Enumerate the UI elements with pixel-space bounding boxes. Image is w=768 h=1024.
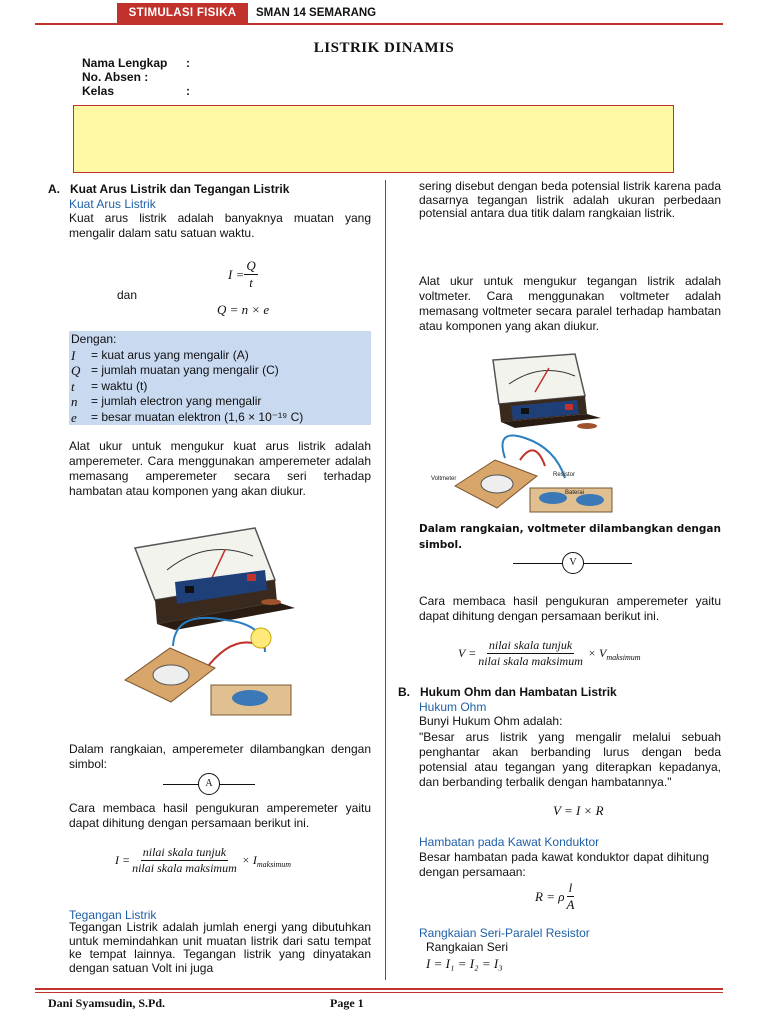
document-title: LISTRIK DINAMIS — [313, 40, 455, 56]
identity-row-name — [82, 56, 190, 70]
fraction-denominator: t — [249, 275, 253, 290]
equation-current — [228, 258, 258, 291]
paragraph: Bunyi Hukum Ohm adalah: — [419, 714, 563, 728]
fraction-numerator: nilai skala tunjuk — [488, 638, 573, 652]
subheading-hukum-ohm: Hukum Ohm — [419, 700, 487, 714]
definition-row — [71, 394, 369, 410]
fraction-denominator: nilai skala maksimum — [132, 861, 237, 875]
equation-voltmeter-reading — [458, 638, 641, 669]
subheading-kuat-arus: Kuat Arus Listrik — [69, 197, 156, 211]
column-divider — [385, 180, 386, 980]
definition-symbol: t — [71, 378, 75, 394]
paragraph: Cara membaca hasil pengukuran amperemeter yaitu dapat dihitung dengan persamaan berikut ini. — [419, 594, 721, 623]
subheading-rangkaian: Rangkaian Seri-Paralel Resistor — [419, 926, 590, 940]
equation-subscript: maksimum — [606, 653, 641, 662]
definition-symbol: e — [71, 409, 77, 425]
equation-rhs: × I — [241, 853, 257, 867]
footer-page-number: Page 1 — [330, 996, 364, 1010]
paragraph: Dalam rangkaian, amperemeter dilambangkan dengan simbol: — [69, 742, 371, 771]
equation-lhs: I = — [228, 266, 245, 282]
section-b-heading: B. Hukum Ohm dan Hambatan Listrik — [398, 685, 617, 699]
amperemeter-circuit-image — [115, 520, 315, 720]
equation-subscript: maksimum — [256, 860, 292, 869]
fraction-numerator: Q — [246, 258, 256, 273]
equation-lhs: R = ρ — [535, 888, 565, 904]
definition-text: = jumlah muatan yang mengalir (C) — [91, 363, 279, 377]
fraction — [130, 845, 239, 876]
image-label-resistor: Resistor — [553, 472, 576, 478]
definition-symbol: I — [71, 347, 76, 363]
footer-author: Dani Syamsudin, S.Pd. — [48, 996, 166, 1010]
identity-label: No. Absen : — [82, 70, 149, 84]
paragraph: Dalam rangkaian, voltmeter dilambangkan dengan simbol. — [419, 523, 721, 551]
equation-lhs: I = — [115, 853, 131, 867]
header-subject: STIMULASI FISIKA — [117, 3, 248, 23]
identity-colon: : — [186, 84, 190, 98]
section-a-heading: A. Kuat Arus Listrik dan Tegangan Listrik — [48, 182, 290, 196]
definition-text: = besar muatan elektron (1,6 × 10⁻¹⁹ C) — [91, 409, 304, 424]
paragraph: Cara membaca hasil pengukuran amperemeter yaitu dapat dihitung dengan persamaan berikut ini. — [69, 801, 371, 830]
definition-symbol: n — [71, 394, 78, 409]
subheading-hambatan: Hambatan pada Kawat Konduktor — [419, 835, 600, 849]
fraction-denominator: nilai skala maksimum — [478, 654, 583, 668]
text-dan: dan — [117, 288, 138, 302]
definition-intro: Dengan: — [71, 332, 117, 346]
equation-lhs: V = — [458, 646, 477, 660]
identity-label: Nama Lengkap — [82, 56, 168, 70]
identity-fields — [82, 56, 190, 98]
definition-row — [71, 363, 369, 379]
fraction — [476, 638, 585, 669]
image-label-voltmeter: Voltmeter — [431, 476, 457, 482]
equation-resistance — [535, 880, 576, 913]
fraction-denominator: A — [566, 897, 575, 912]
definition-symbol: Q — [71, 363, 81, 378]
paragraph: Tegangan Listrik adalah jumlah energi yang dibutuhkan untuk memindahkan unit muatan listrik dari satu tempat ke tempat lainnya. Tegangan listrik yang dinyatakan dengan satuan Volt ini juga — [69, 920, 371, 975]
equation-charge: Q = n × e — [217, 302, 270, 317]
footer-divider-thin — [35, 992, 723, 993]
voltmeter-symbol: V — [562, 552, 584, 574]
equation-ammeter-reading — [115, 845, 291, 876]
paragraph: Besar hambatan pada kawat konduktor dapat dihitung dengan persamaan: — [419, 850, 709, 879]
identity-row-number — [82, 70, 190, 84]
image-label-baterai: Baterai — [565, 490, 585, 496]
ohm-law-quote: "Besar arus listrik yang mengalir melalui sebuah penghantar akan berbanding lurus dengan beda potensial atau tegangan yang diterapkan kepadanya, dan berbanding terbalik dengan hambatannya." — [419, 730, 721, 789]
definition-row — [71, 348, 369, 364]
identity-colon: : — [186, 56, 190, 70]
definition-row — [71, 410, 369, 426]
header-divider — [35, 23, 723, 25]
equation-ohm: V = I × R — [553, 803, 604, 818]
paragraph: Alat ukur untuk mengukur tegangan listrik adalah voltmeter. Cara menggunakan voltmeter adalah memasang voltmeter secara paralel terhadap hambatan atau komponen yang akan diukur. — [419, 274, 721, 333]
equation-rhs: × V — [587, 646, 607, 660]
equation-series-current: I = I₁ = I₂ = I₃ — [426, 956, 503, 971]
identity-label: Kelas — [82, 84, 115, 98]
paragraph: Kuat arus listrik adalah banyaknya muatan yang mengalir dalam satu satuan waktu. — [69, 211, 371, 240]
header-school: SMAN 14 SEMARANG — [256, 7, 377, 19]
fraction-numerator: l — [568, 880, 573, 895]
definition-text: = waktu (t) — [91, 378, 148, 393]
definition-text: = kuat arus yang mengalir (A) — [91, 347, 249, 362]
fraction — [564, 880, 576, 913]
definition-row — [71, 379, 369, 395]
ammeter-symbol: A — [198, 773, 220, 795]
header-bar — [0, 0, 768, 26]
identity-row-class — [82, 84, 190, 98]
paragraph: Alat ukur untuk mengukur kuat arus listrik adalah amperemeter. Cara menggunakan amperemeter adalah memasang amperemeter secara seri terhadap hambatan atau komponen yang akan diukur. — [69, 439, 371, 498]
fraction-numerator: nilai skala tunjuk — [142, 845, 227, 859]
voltmeter-circuit-image — [425, 348, 615, 518]
fraction — [244, 258, 257, 291]
subheading-tegangan: Tegangan Listrik — [69, 908, 157, 922]
definition-text: = jumlah electron yang mengalir — [91, 394, 262, 408]
footer-divider — [35, 988, 723, 990]
paragraph: sering disebut dengan beda potensial listrik karena pada dasarnya tegangan listrik adalah ukuran perbedaan potensial antara dua titik dalam rangkaian listrik. — [419, 179, 721, 220]
definition-box — [69, 331, 371, 425]
paragraph: Rangkaian Seri — [426, 940, 509, 954]
note-box — [73, 105, 674, 173]
